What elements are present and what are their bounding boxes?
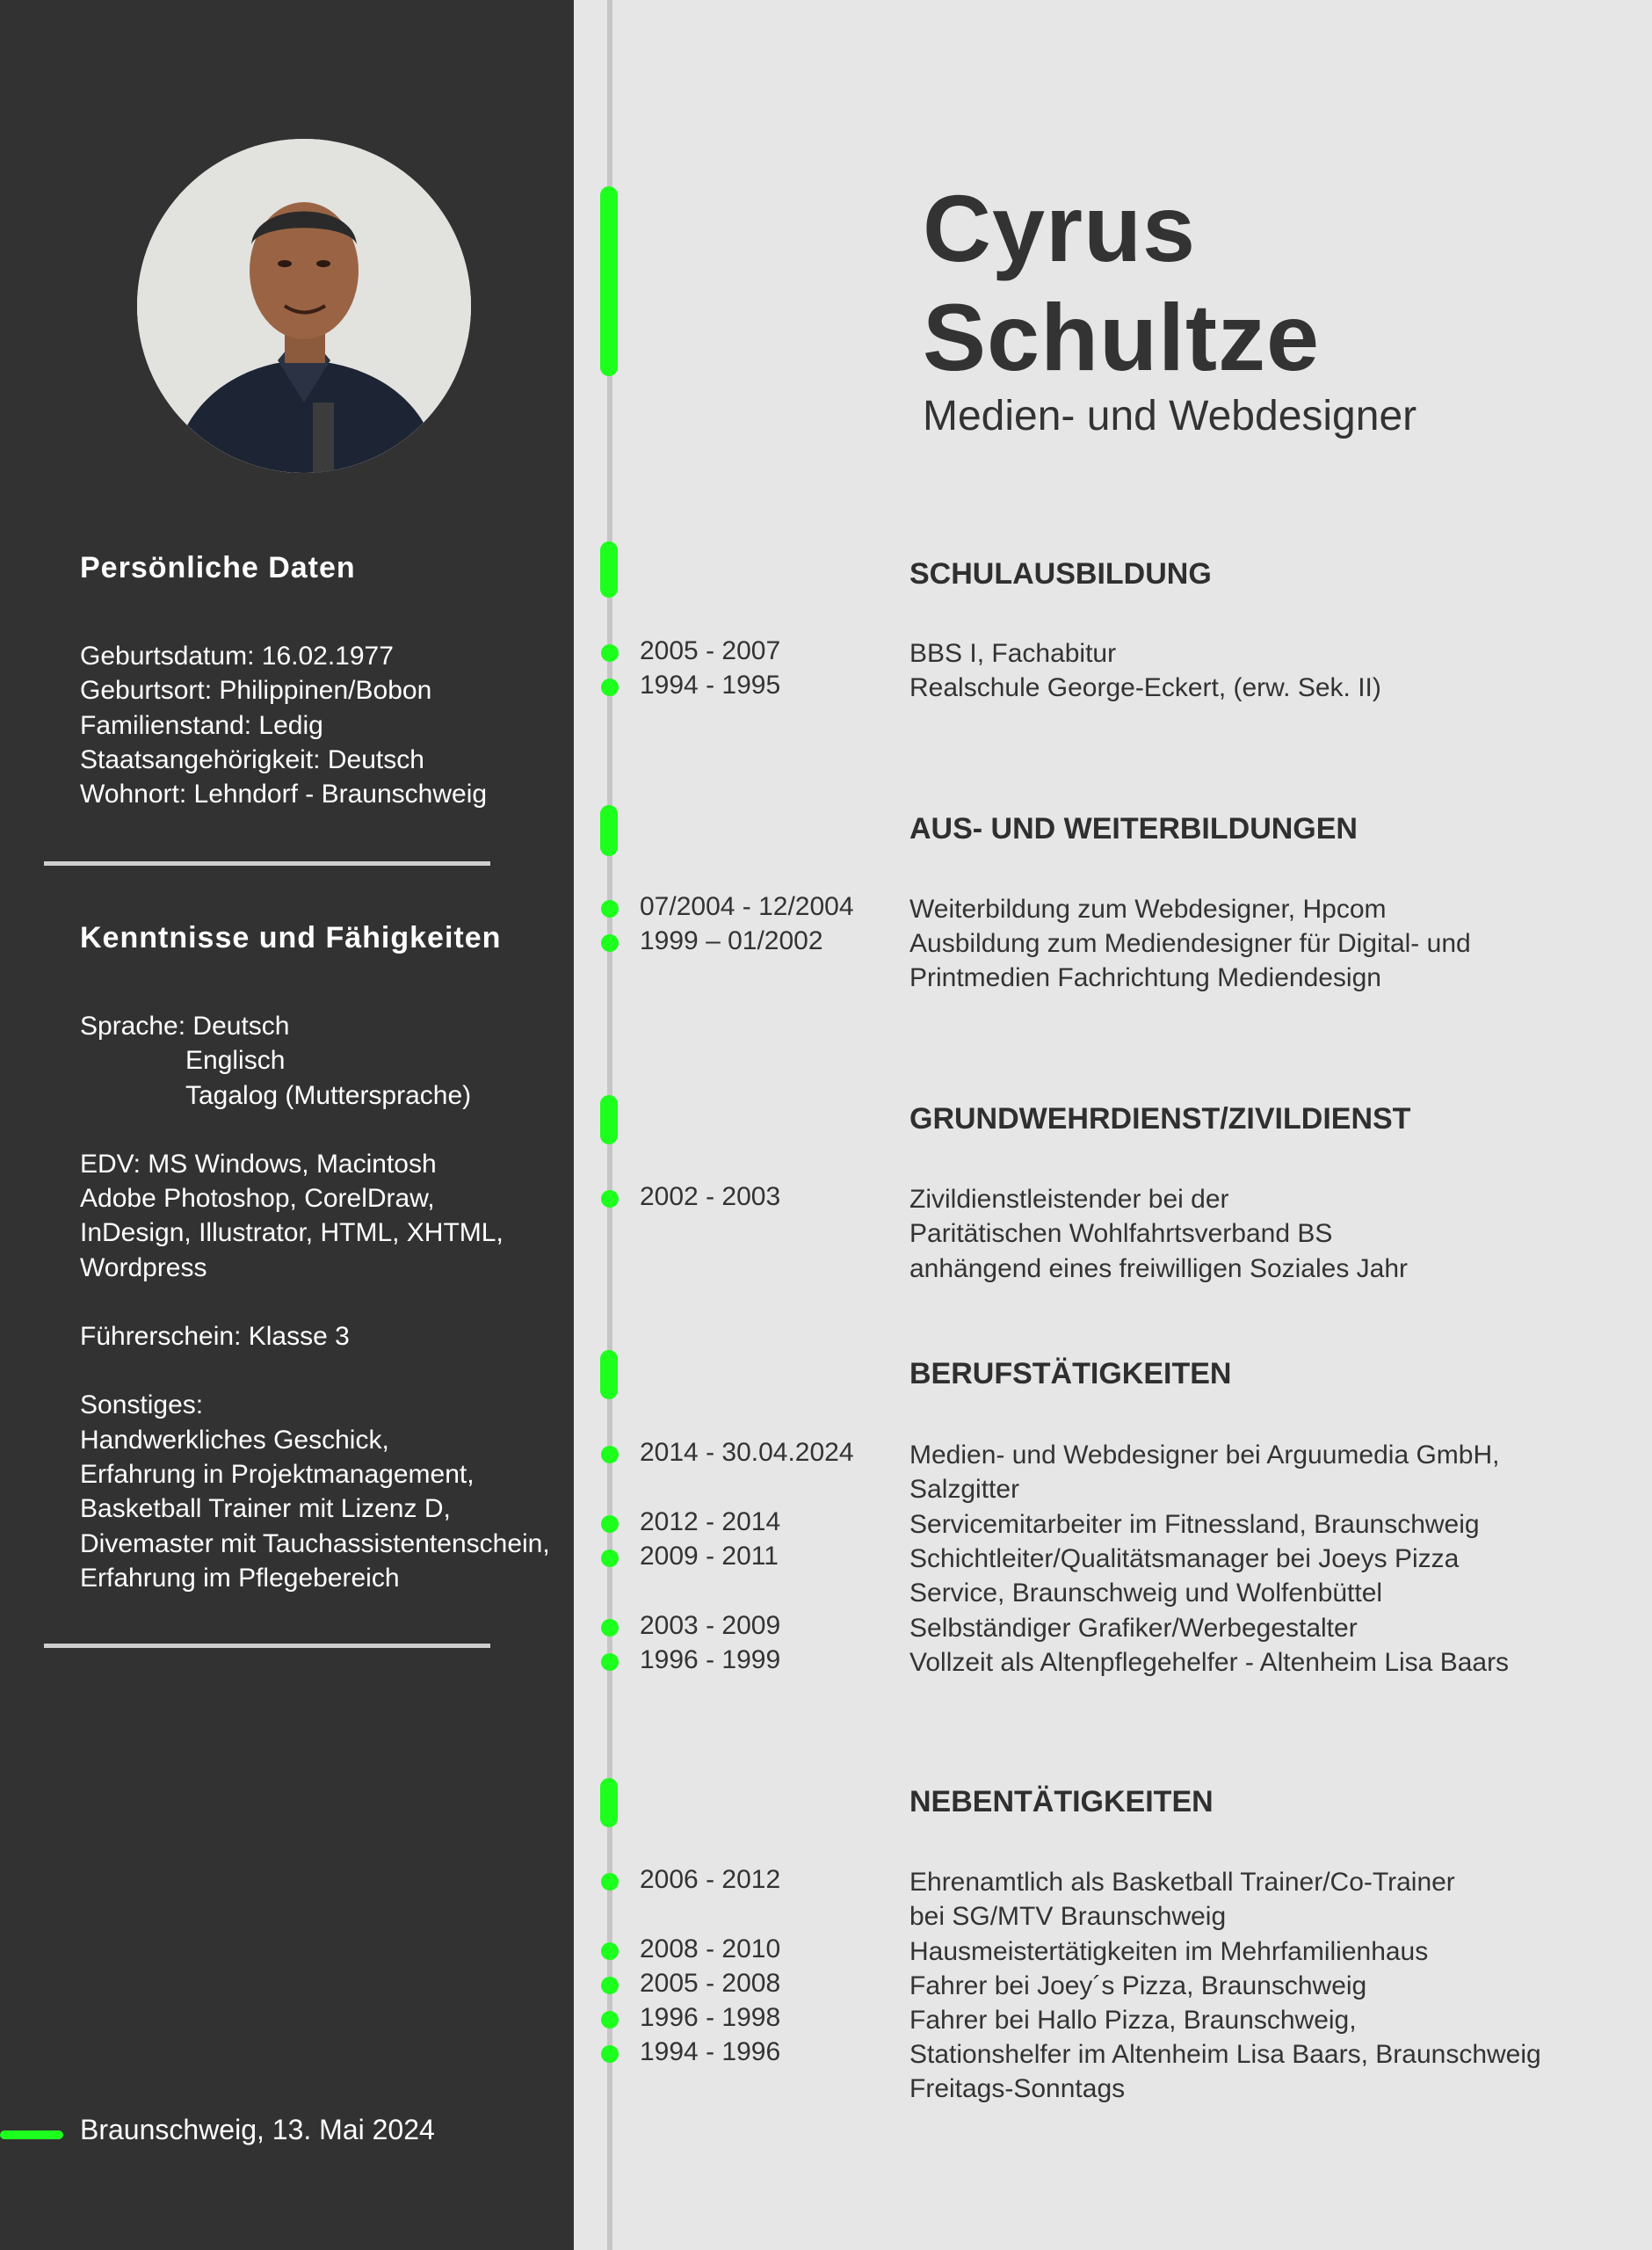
section-title-side-jobs: NEBENTÄTIGKEITEN [909,1785,1214,1818]
misc-line: Basketball Trainer mit Lizenz D, [80,1494,451,1524]
timeline-dot [601,1550,619,1567]
sidebar [0,0,574,2250]
entry-years: 1999 – 01/2002 [640,926,823,955]
skills-details [80,1009,550,1595]
entry-desc: Medien- und Webdesigner bei Arguumedia GmbH, Salzgitter [909,1441,1500,1505]
personal-line: Staatsangehörigkeit: Deutsch [80,744,424,774]
entry-years: 07/2004 - 12/2004 [640,892,854,921]
timeline-dot [601,1942,619,1960]
timeline-dot [601,1619,619,1637]
misc-line: Erfahrung im Pflegebereich [80,1563,400,1593]
timeline-dot [601,1977,619,1994]
timeline-dot [601,1190,619,1208]
personal-details [80,639,487,811]
entry-desc: Ehrenamtlich als Basketball Trainer/Co-Trainer bei SG/MTV Braunschweig [909,1868,1455,1932]
timeline-dot [601,2011,619,2029]
entry-years: 1996 - 1999 [640,1645,781,1674]
timeline-bar [600,1350,618,1399]
personal-line: Wohnort: Lehndorf - Braunschweig [80,780,488,809]
entry-years: 2012 - 2014 [640,1507,781,1536]
entry-desc: Zivildienstleistender bei der Paritätischen Wohlfahrtsverband BS anhängend eines freiwilligen Soziales Jahr [909,1185,1409,1283]
edv-line: EDV: MS Windows, Macintosh [80,1149,437,1179]
entry-years: 2014 - 30.04.2024 [640,1438,854,1467]
date-accent-bar [0,2130,63,2139]
personal-heading: Persönliche Daten [80,551,356,584]
license-line: Führerschein: Klasse 3 [80,1322,350,1352]
timeline-bar [600,1095,618,1144]
entry-desc: Ausbildung zum Mediendesigner für Digital- und Printmedien Fachrichtung Mediendesign [909,929,1471,993]
timeline-dot [601,1515,619,1533]
timeline-dot [601,2045,619,2063]
entry-desc: Hausmeistertätigkeiten im Mehrfamilienhaus [909,1937,1429,1966]
language-line: Tagalog (Muttersprache) [185,1080,472,1110]
entry-desc: Servicemitarbeiter im Fitnessland, Braunschweig [909,1510,1480,1539]
timeline-dot [601,1873,619,1891]
section-title-service: GRUNDWEHRDIENST/ZIVILDIENST [909,1102,1411,1136]
profile-photo [137,139,471,473]
entry-desc: Fahrer bei Joey´s Pizza, Braunschweig [909,1971,1367,2000]
divider [44,1644,490,1648]
entry-desc: Stationshelfer im Altenheim Lisa Baars, Braunschweig Freitags-Sonntags [909,2040,1541,2104]
entry-years: 2008 - 2010 [640,1934,781,1963]
entry-years: 2005 - 2008 [640,1969,781,1998]
misc-line: Sonstiges: [80,1390,204,1420]
divider [44,861,490,866]
timeline-dot [601,644,619,662]
personal-line: Familienstand: Ledig [80,710,323,740]
section-title-career: BERUFSTÄTIGKEITEN [909,1357,1232,1390]
misc-line: Erfahrung in Projektmanagement, [80,1459,475,1489]
timeline-bar [600,805,618,856]
section-title-school: SCHULAUSBILDUNG [909,557,1212,591]
entry-desc: Fahrer bei Hallo Pizza, Braunschweig, [909,2006,1357,2035]
timeline-bar [600,1778,618,1827]
entry-years: 2002 - 2003 [640,1182,781,1211]
entry-desc: Realschule George-Eckert, (erw. Sek. II) [909,673,1381,702]
entry-desc: Vollzeit als Altenpflegehelfer - Altenheim Lisa Baars [909,1648,1510,1677]
job-title: Medien- und Webdesigner [923,393,1417,439]
entry-desc: Weiterbildung zum Webdesigner, Hpcom [909,895,1387,924]
entry-years: 2005 - 2007 [640,636,781,665]
entry-years: 2006 - 2012 [640,1865,781,1894]
entry-years: 1996 - 1998 [640,2003,781,2032]
section-title-training: AUS- UND WEITERBILDUNGEN [909,812,1358,846]
entry-years: 2009 - 2011 [640,1542,779,1571]
timeline-dot [601,1653,619,1671]
edv-line: Adobe Photoshop, CorelDraw, [80,1184,435,1214]
place-date: Braunschweig, 13. Mai 2024 [80,2114,435,2145]
entry-desc: Selbständiger Grafiker/Werbegestalter [909,1614,1358,1643]
entry-years: 1994 - 1995 [640,671,781,700]
timeline-dot [601,900,619,918]
entry-years: 2003 - 2009 [640,1611,781,1640]
misc-line: Handwerkliches Geschick, [80,1425,389,1455]
timeline-dot [601,679,619,696]
personal-line: Geburtsort: Philippinen/Bobon [80,676,432,706]
person-name [923,174,1320,392]
edv-line: InDesign, Illustrator, HTML, XHTML, [80,1218,504,1248]
language-line: Englisch [185,1046,286,1076]
skills-heading: Kenntnisse und Fähigkeiten [80,921,502,954]
timeline-dot [601,1446,619,1463]
timeline-bar-header [600,186,618,376]
timeline-dot [601,934,619,952]
edv-line: Wordpress [80,1252,207,1282]
entry-desc: Schichtleiter/Qualitätsmanager bei Joeys Pizza Service, Braunschweig und Wolfenbüttel [909,1544,1460,1608]
timeline-bar [600,541,618,598]
misc-line: Divemaster mit Tauchassistentenschein, [80,1528,550,1558]
first-name: Cyrus [923,175,1197,281]
entry-years: 1994 - 1996 [640,2037,781,2066]
entry-desc: BBS I, Fachabitur [909,639,1117,668]
personal-line: Geburtsdatum: 16.02.1977 [80,642,394,671]
last-name: Schultze [923,284,1321,390]
language-line: Sprache: Deutsch [80,1012,290,1041]
